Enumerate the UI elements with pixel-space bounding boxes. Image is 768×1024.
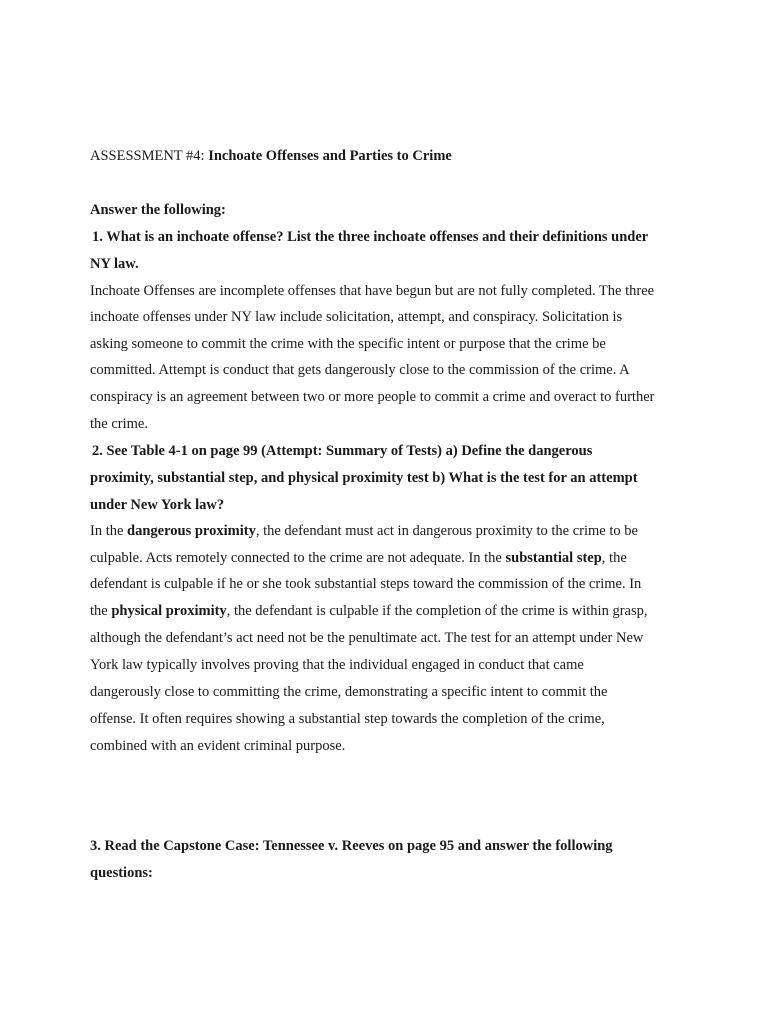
answer-2-line-8: offense. It often requires showing a substantial step towards the completion of the crime,	[90, 711, 605, 727]
text-run: In the	[90, 523, 128, 539]
text-run: the	[90, 603, 112, 619]
text-run: , the	[601, 550, 627, 566]
answer-1-line-5: conspiracy is an agreement between two or more people to commit a crime and overact to further	[90, 389, 655, 405]
answer-2-line-1	[90, 522, 638, 540]
term-physical-proximity: physical proximity	[111, 603, 227, 619]
question-2-line-1: 2. See Table 4-1 on page 99 (Attempt: Summary of Tests) a) Define the dangerous	[92, 443, 593, 459]
question-3-line-1: 3. Read the Capstone Case: Tennessee v. Reeves on page 95 and answer the following	[90, 838, 613, 854]
term-substantial-step: substantial step	[505, 550, 602, 566]
text-run: culpable. Acts remotely connected to the crime are not adequate. In the	[90, 550, 506, 566]
question-2-line-3: under New York law?	[90, 497, 225, 513]
answer-2-line-4	[90, 602, 647, 620]
answer-1-line-6: the crime.	[90, 416, 148, 432]
answer-2-line-7: dangerously close to committing the crime, demonstrating a specific intent to commit the	[90, 684, 608, 700]
term-dangerous-proximity: dangerous proximity	[127, 523, 256, 539]
heading-title: Inchoate Offenses and Parties to Crime	[208, 148, 452, 164]
intro-text: Answer the following:	[90, 202, 226, 218]
answer-1-line-1: Inchoate Offenses are incomplete offenses that have begun but are not fully completed. The three	[90, 283, 655, 299]
text-run: , the defendant is culpable if the completion of the crime is within grasp,	[226, 603, 648, 619]
question-3-line-2: questions:	[90, 865, 153, 881]
question-2-line-2: proximity, substantial step, and physical proximity test b) What is the test for an attempt	[90, 470, 638, 486]
assessment-heading	[90, 147, 452, 165]
answer-2-line-2	[90, 549, 627, 567]
answer-1-line-2: inchoate offenses under NY law include solicitation, attempt, and conspiracy. Solicitation is	[90, 309, 623, 325]
text-run: , the defendant must act in dangerous proximity to the crime to be	[255, 523, 638, 539]
question-1-line-1: 1. What is an inchoate offense? List the three inchoate offenses and their definitions under	[92, 229, 649, 245]
question-1-line-2: NY law.	[90, 256, 139, 272]
heading-prefix: ASSESSMENT #4:	[90, 148, 209, 164]
answer-2-line-6: York law typically involves proving that the individual engaged in conduct that came	[90, 657, 584, 673]
answer-2-line-5: although the defendant’s act need not be the penultimate act. The test for an attempt under New	[90, 630, 644, 646]
answer-2-line-3: defendant is culpable if he or she took substantial steps toward the commission of the crime. In	[90, 576, 642, 592]
answer-2-line-9: combined with an evident criminal purpose.	[90, 738, 346, 754]
answer-1-line-3: asking someone to commit the crime with the specific intent or purpose that the crime be	[90, 336, 606, 352]
answer-1-line-4: committed. Attempt is conduct that gets dangerously close to the commission of the crime. A	[90, 362, 630, 378]
